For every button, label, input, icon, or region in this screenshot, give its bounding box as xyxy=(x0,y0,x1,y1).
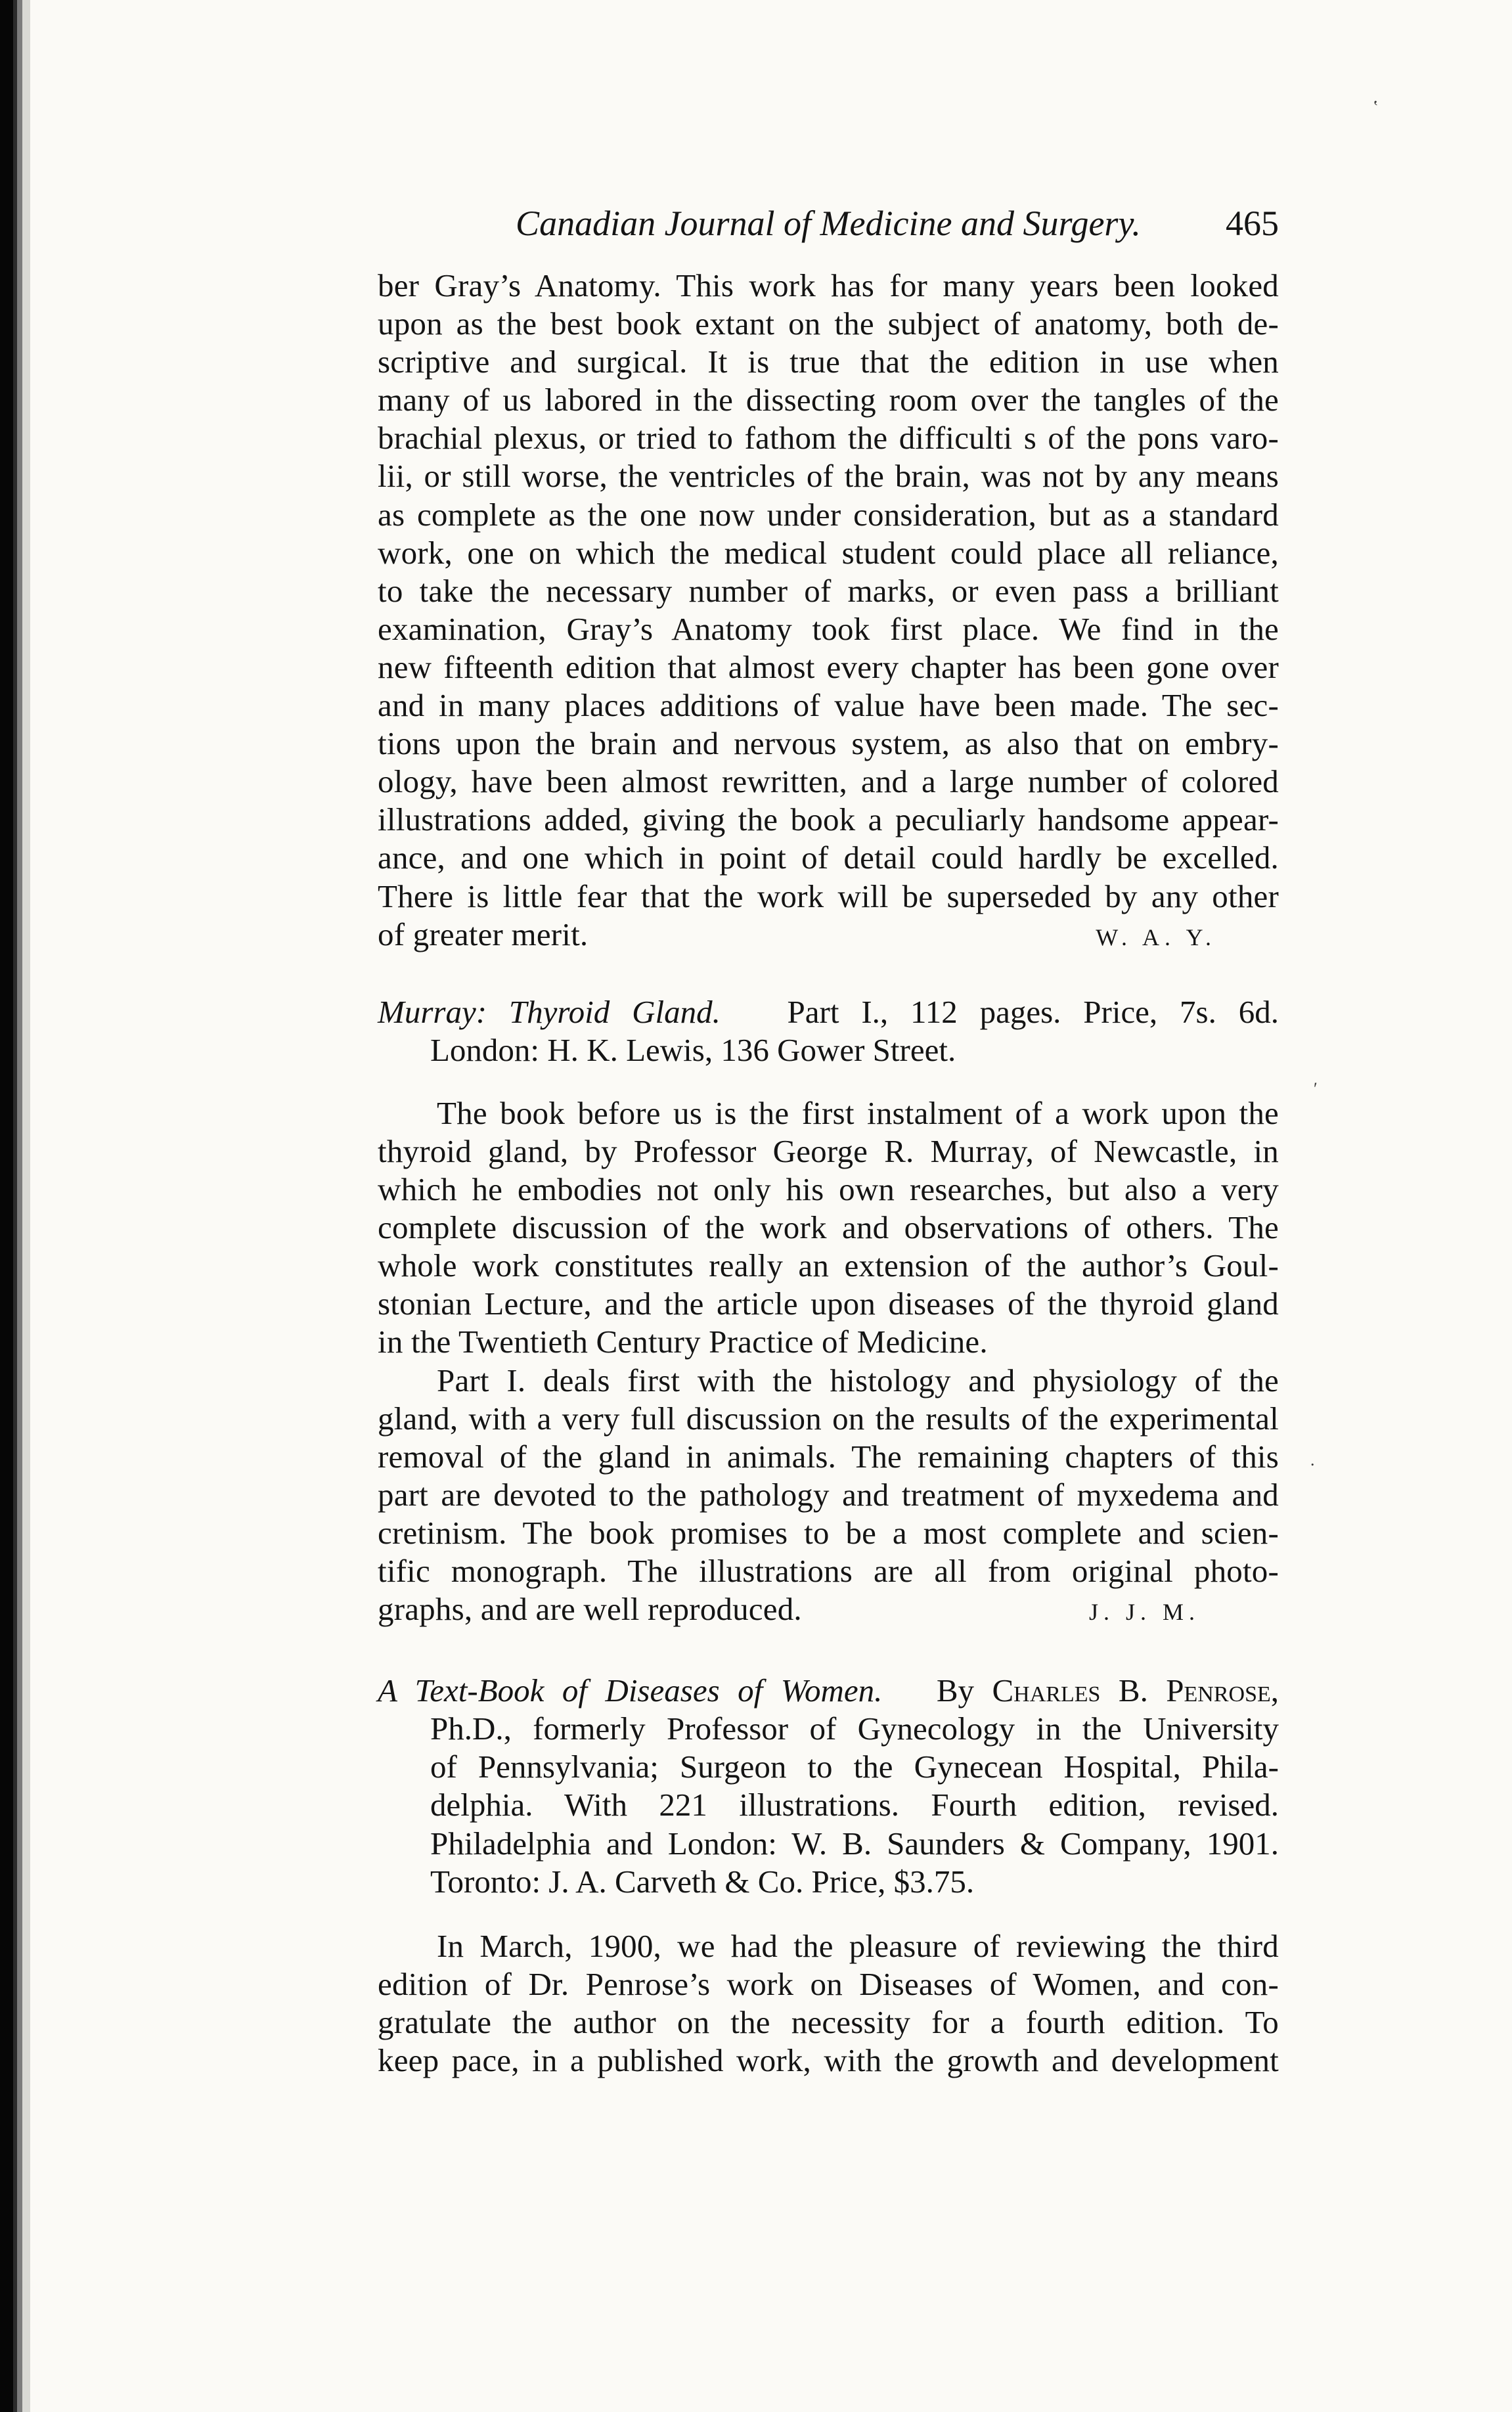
text-line: which he embodies not only his own researches, but also a very xyxy=(378,1171,1279,1208)
text-line: gratulate the author on the necessity for a fourth edition. To xyxy=(378,2003,1279,2040)
margin-mark: ′ xyxy=(1314,1079,1318,1098)
heading-line: delphia. With 221 illustrations. Fourth edition, revised. xyxy=(430,1787,1279,1823)
review-penrose-body xyxy=(378,1927,1279,2080)
review-heading-murray xyxy=(378,993,1279,1069)
text-line: in the Twentieth Century Practice of Medicine. xyxy=(378,1324,988,1360)
text-line: gland, with a very full discussion on the results of the experimental xyxy=(378,1400,1279,1437)
text-line: keep pace, in a published work, with the growth and development xyxy=(378,2042,1279,2079)
author-name: Charles B. Penrose, xyxy=(992,1672,1279,1709)
journal-title: Canadian Journal of Medicine and Surgery. xyxy=(516,204,1141,243)
text-line: examination, Gray’s Anatomy took first place. We find in the xyxy=(378,610,1279,647)
text-line: ology, have been almost rewritten, and a large number of colored xyxy=(378,763,1279,800)
text-line: whole work constitutes really an extension of the author’s Goul- xyxy=(378,1247,1279,1284)
text-line: tions upon the brain and nervous system, as also that on embry- xyxy=(378,725,1279,762)
review-murray-body xyxy=(378,1094,1279,1631)
text-line: ber Gray’s Anatomy. This work has for many years been looked xyxy=(378,267,1279,303)
reviewer-signature: W. A. Y. xyxy=(1096,924,1216,950)
heading-line: of Pennsylvania; Surgeon to the Gynecean Hospital, Phila- xyxy=(430,1749,1279,1785)
text-line: brachial plexus, or tried to fathom the difficulti s of the pons varo- xyxy=(378,420,1279,457)
book-title: Murray: Thyroid Gland. xyxy=(378,993,721,1030)
text-line: lii, or still worse, the ventricles of the brain, was not by any means xyxy=(378,458,1279,495)
by-word: By xyxy=(936,1672,975,1709)
text-line: removal of the gland in animals. The remaining chapters of this xyxy=(378,1438,1279,1475)
margin-mark: ‛ xyxy=(1373,97,1379,116)
text-line: part are devoted to the pathology and treatment of myxedema and xyxy=(378,1476,1279,1513)
text-line: Part I. deals first with the histology and physiology of the xyxy=(437,1362,1279,1398)
text-line: new fifteenth edition that almost every chapter has been gone over xyxy=(378,648,1279,685)
text-line: complete discussion of the work and observations of others. The xyxy=(378,1209,1279,1246)
text-line: scriptive and surgical. It is true that the edition in use when xyxy=(378,344,1279,380)
text-line: upon as the best book extant on the subject of anatomy, both de- xyxy=(378,305,1279,342)
text-line: There is little fear that the work will be superseded by any other xyxy=(378,878,1279,914)
closing-line xyxy=(378,1590,1279,1631)
reviewer-signature: J. J. M. xyxy=(1088,1599,1200,1626)
text-line: thyroid gland, by Professor George R. Murray, of Newcastle, in xyxy=(378,1132,1279,1169)
text-line: as complete as the one now under consideration, but as a standard xyxy=(378,496,1279,533)
review-gray-anatomy xyxy=(378,267,1279,956)
book-title: A Text-Book of Diseases of Women. xyxy=(378,1672,883,1709)
text-line: illustrations added, giving the book a peculiarly handsome appear- xyxy=(378,801,1279,838)
page-body xyxy=(378,197,1279,2080)
heading-line: Ph.D., formerly Professor of Gynecology in the University xyxy=(430,1710,1279,1747)
text-line: The book before us is the first instalment of a work upon the xyxy=(437,1094,1279,1131)
closing-line xyxy=(378,916,1279,956)
text-line: edition of Dr. Penrose’s work on Diseases of Women, and con- xyxy=(378,1965,1279,2002)
publisher-line: London: H. K. Lewis, 136 Gower Street. xyxy=(430,1031,956,1068)
page-number: 465 xyxy=(1226,204,1279,243)
margin-mark: . xyxy=(1310,1450,1315,1469)
book-details: Part I., 112 pages. Price, 7s. 6d. xyxy=(787,993,1279,1030)
review-heading-penrose xyxy=(378,1672,1279,1901)
text-line: and in many places additions of value have been made. The sec- xyxy=(378,687,1279,724)
text-line: stonian Lecture, and the article upon diseases of the thyroid gland xyxy=(378,1285,1279,1322)
text-line: graphs, and are well reproduced. xyxy=(378,1591,802,1628)
text-line: work, one on which the medical student could place all reliance, xyxy=(378,534,1279,571)
text-line: In March, 1900, we had the pleasure of reviewing the third xyxy=(437,1927,1279,1964)
text-line: ance, and one which in point of detail could hardly be excelled. xyxy=(378,839,1279,876)
text-line: tific monograph. The illustrations are all from original photo- xyxy=(378,1553,1279,1589)
running-head xyxy=(378,197,1279,250)
text-line: many of us labored in the dissecting room over the tangles of the xyxy=(378,382,1279,418)
text-line: of greater merit. xyxy=(378,916,589,952)
heading-line: Philadelphia and London: W. B. Saunders & Company, 1901. xyxy=(430,1825,1279,1862)
text-line: to take the necessary number of marks, or even pass a brilliant xyxy=(378,572,1279,609)
heading-line: Toronto: J. A. Carveth & Co. Price, $3.75. xyxy=(430,1863,975,1900)
binding-edge xyxy=(0,0,30,2412)
text-line: cretinism. The book promises to be a most complete and scien- xyxy=(378,1514,1279,1551)
